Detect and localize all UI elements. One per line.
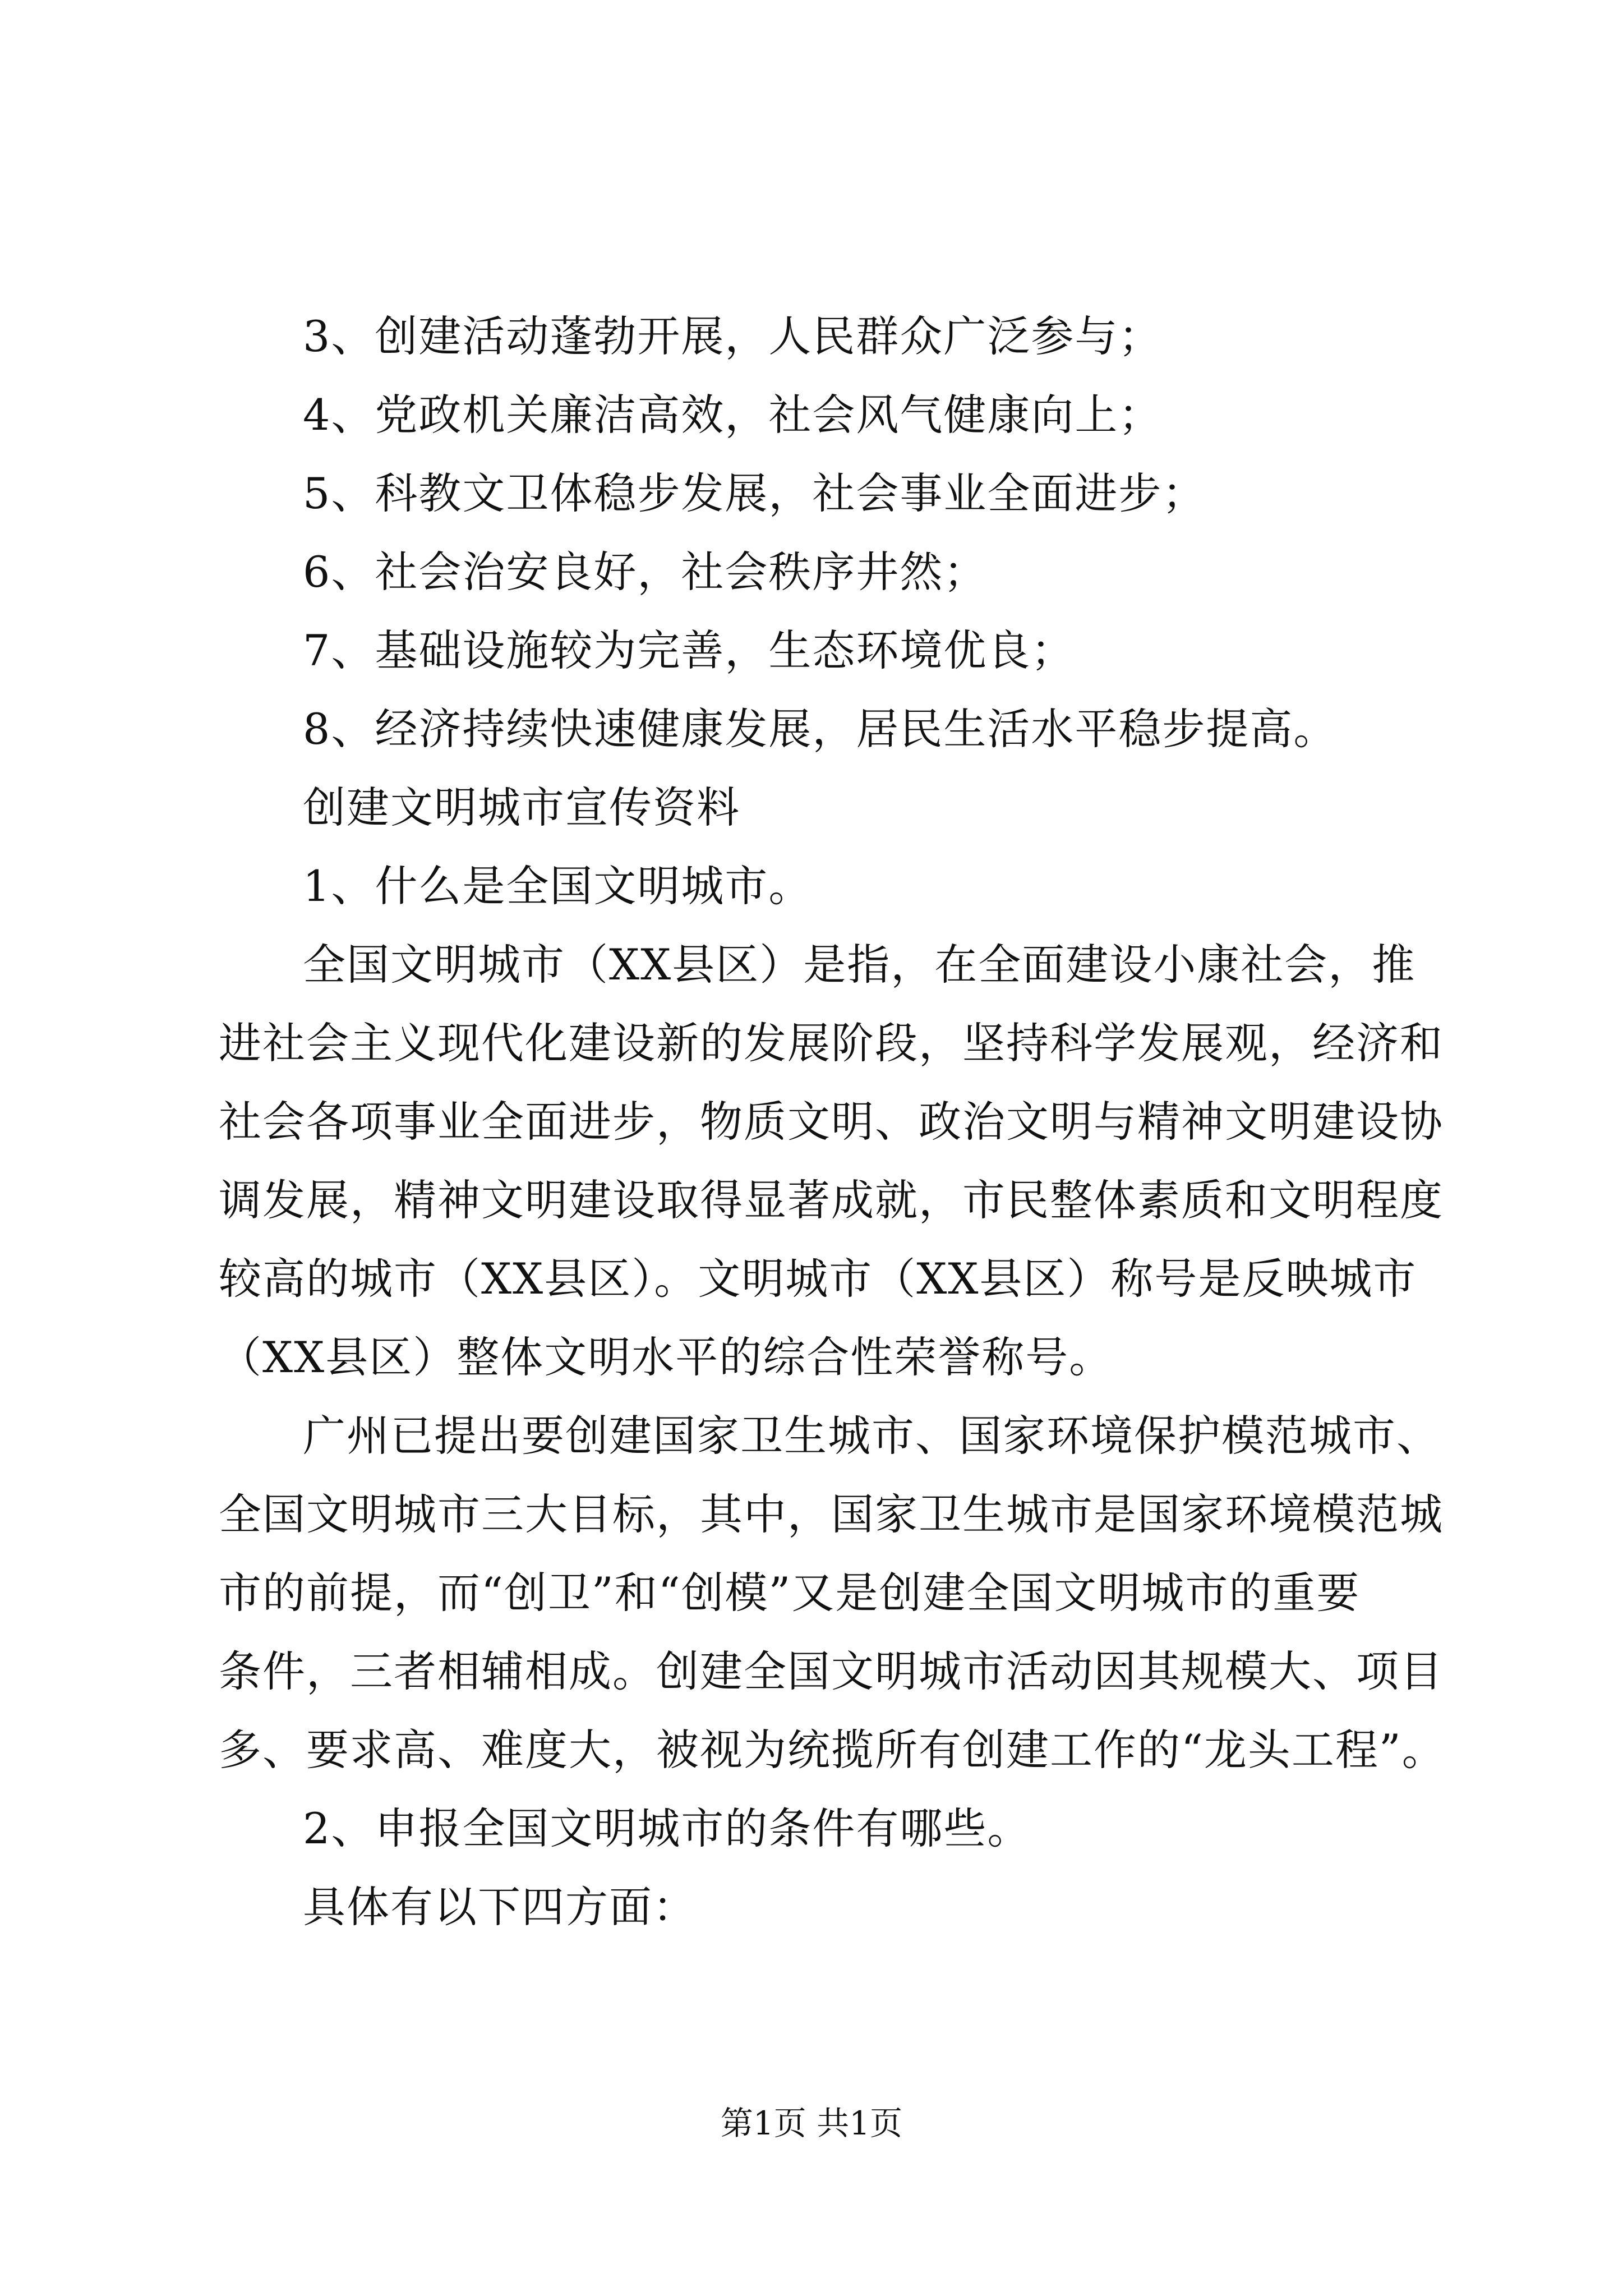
paragraph-1-line: 较高的城市（XX县区）。文明城市（XX县区）称号是反映城市 xyxy=(219,1254,1417,1304)
paragraph-2-line: 市的前提，而“创卫”和“创模”又是创建全国文明城市的重要 xyxy=(219,1568,1361,1618)
section-heading: 创建文明城市宣传资料 xyxy=(303,783,740,832)
question-1: 1、什么是全国文明城市。 xyxy=(303,861,813,911)
paragraph-2-line: 条件，三者相辅相成。创建全国文明城市活动因其规模大、项目 xyxy=(219,1646,1444,1696)
list-item-8: 8、经济持续快速健康发展，居民生活水平稳步提高。 xyxy=(303,704,1338,754)
list-item-4: 4、党政机关廉洁高效，社会风气健康向上； xyxy=(303,390,1163,440)
paragraph-1-line: 进社会主义现代化建设新的发展阶段，坚持科学发展观，经济和 xyxy=(219,1018,1444,1068)
list-item-6: 6、社会治安良好，社会秩序井然； xyxy=(303,547,988,597)
list-item-7: 7、基础设施较为完善，生态环境优良； xyxy=(303,625,1075,675)
list-item-5: 5、科教文卫体稳步发展，社会事业全面进步； xyxy=(303,468,1206,518)
paragraph-2-line: 广州已提出要创建国家卫生城市、国家环境保护模范城市、 xyxy=(303,1411,1440,1461)
list-item-3: 3、创建活动蓬勃开展，人民群众广泛参与； xyxy=(303,311,1163,361)
paragraph-2-line: 多、要求高、难度大，被视为统揽所有创建工作的“龙头工程”。 xyxy=(219,1725,1446,1775)
paragraph-1-line: 全国文明城市（XX县区）是指，在全面建设小康社会，推 xyxy=(303,940,1416,990)
page-footer: 第1页 共1页 xyxy=(720,2104,903,2142)
paragraph-1-line: 社会各项事业全面进步，物质文明、政治文明与精神文明建设协 xyxy=(219,1097,1444,1147)
paragraph-2-line: 全国文明城市三大目标，其中，国家卫生城市是国家环境模范城 xyxy=(219,1489,1444,1539)
paragraph-3-line: 具体有以下四方面： xyxy=(303,1882,697,1932)
paragraph-1-line: 调发展，精神文明建设取得显著成就，市民整体素质和文明程度 xyxy=(219,1175,1444,1225)
paragraph-1-line: （XX县区）整体文明水平的综合性荣誉称号。 xyxy=(219,1332,1113,1382)
question-2: 2、申报全国文明城市的条件有哪些。 xyxy=(303,1803,1031,1853)
